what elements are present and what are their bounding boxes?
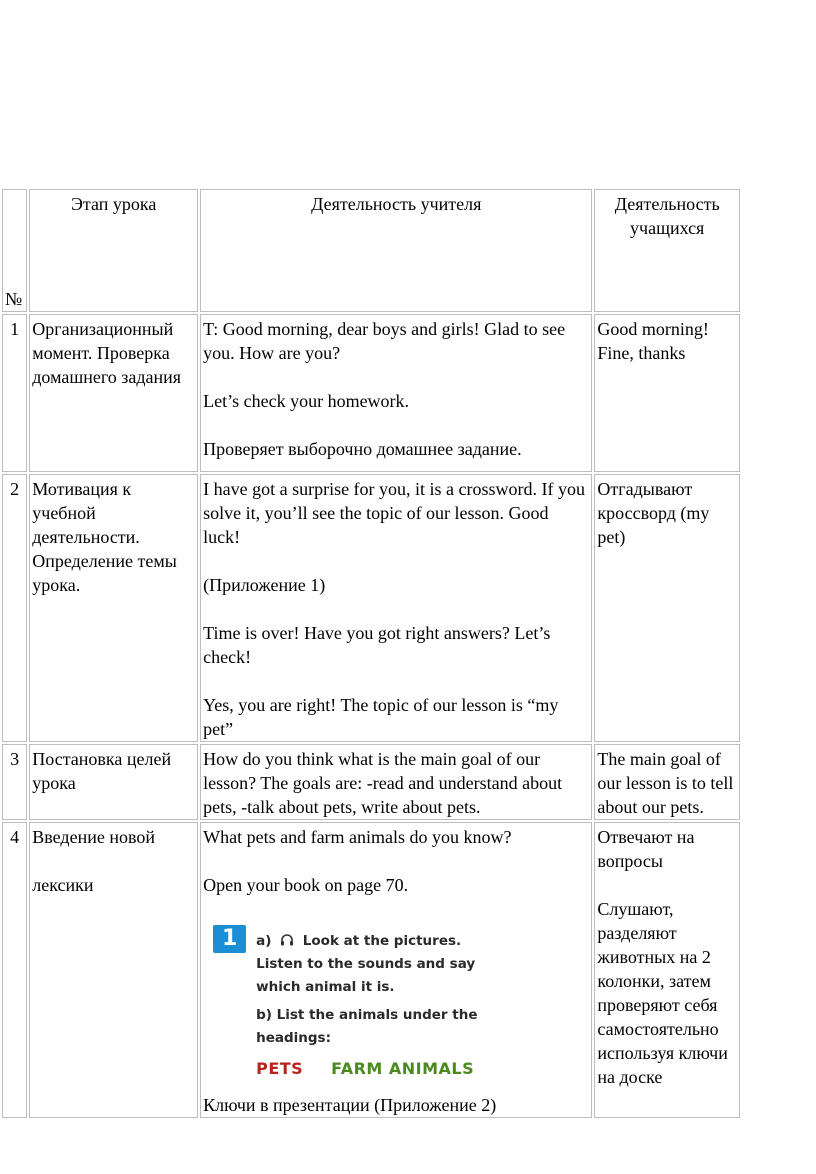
- students-cell: Отгадывают кроссворд (my pet): [594, 474, 740, 742]
- teacher-cell: T: Good morning, dear boys and girls! Glad to see you. How are you? Let’s check your homework. Проверяет выборочно домашнее задание.: [200, 314, 592, 472]
- header-students: Деятельность учащихся: [594, 189, 740, 312]
- farm-animals-heading: FARM ANIMALS: [331, 1059, 475, 1078]
- header-teacher: Деятельность учителя: [200, 189, 592, 312]
- pets-heading: PETS: [256, 1059, 304, 1078]
- header-stage: Этап урока: [29, 189, 198, 312]
- headphones-icon: [280, 934, 294, 946]
- stage-cell: Введение новой лексики: [29, 822, 198, 1118]
- row-number: 1: [2, 314, 27, 472]
- teacher-cell: What pets and farm animals do you know? Open your book on page 70. 1 a) Look at the pictures. Listen to the sounds and say which animal it is. b) List the animals under the headings: PETS FARM ANIMALS Ключи в презентации (Приложение 2): [200, 822, 592, 1118]
- exercise-line-a2: Listen to the sounds and say: [256, 956, 476, 972]
- exercise-number-badge: 1: [213, 925, 246, 953]
- exercise-line-a: a) Look at the pictures.: [256, 933, 462, 949]
- stage-cell: Постановка целей урока: [29, 744, 198, 820]
- exercise-line-b1: b) List the animals under the: [256, 1007, 478, 1023]
- table-row: [2, 822, 740, 1118]
- header-num: №: [2, 189, 27, 312]
- students-cell: Good morning! Fine, thanks: [594, 314, 740, 472]
- exercise-line-b2: headings:: [256, 1030, 331, 1046]
- lesson-plan-table: [0, 187, 742, 1120]
- table-row: [2, 744, 740, 820]
- textbook-exercise-image: [203, 911, 589, 1081]
- table-row: [2, 474, 740, 742]
- row-number: 3: [2, 744, 27, 820]
- students-cell: Отвечают на вопросы Слушают, разделяют животных на 2 колонки, затем проверяют себя самостоятельно используя ключи на доске: [594, 822, 740, 1118]
- teacher-cell: How do you think what is the main goal of our lesson? The goals are: -read and understand about pets, -talk about pets, write about pets.: [200, 744, 592, 820]
- stage-cell: Организационный момент. Проверка домашнего задания: [29, 314, 198, 472]
- row-number: 4: [2, 822, 27, 1118]
- exercise-line-a3: which animal it is.: [256, 979, 395, 995]
- stage-cell: Мотивация к учебной деятельности. Определение темы урока.: [29, 474, 198, 742]
- students-cell: The main goal of our lesson is to tell about our pets.: [594, 744, 740, 820]
- table-header-row: [2, 189, 740, 312]
- teacher-cell: I have got a surprise for you, it is a crossword. If you solve it, you’ll see the topic of our lesson. Good luck! (Приложение 1) Time is over! Have you got right answers? Let’s check! Yes, you are right! The topic of our lesson is “my pet”: [200, 474, 592, 742]
- table-row: [2, 314, 740, 472]
- row-number: 2: [2, 474, 27, 742]
